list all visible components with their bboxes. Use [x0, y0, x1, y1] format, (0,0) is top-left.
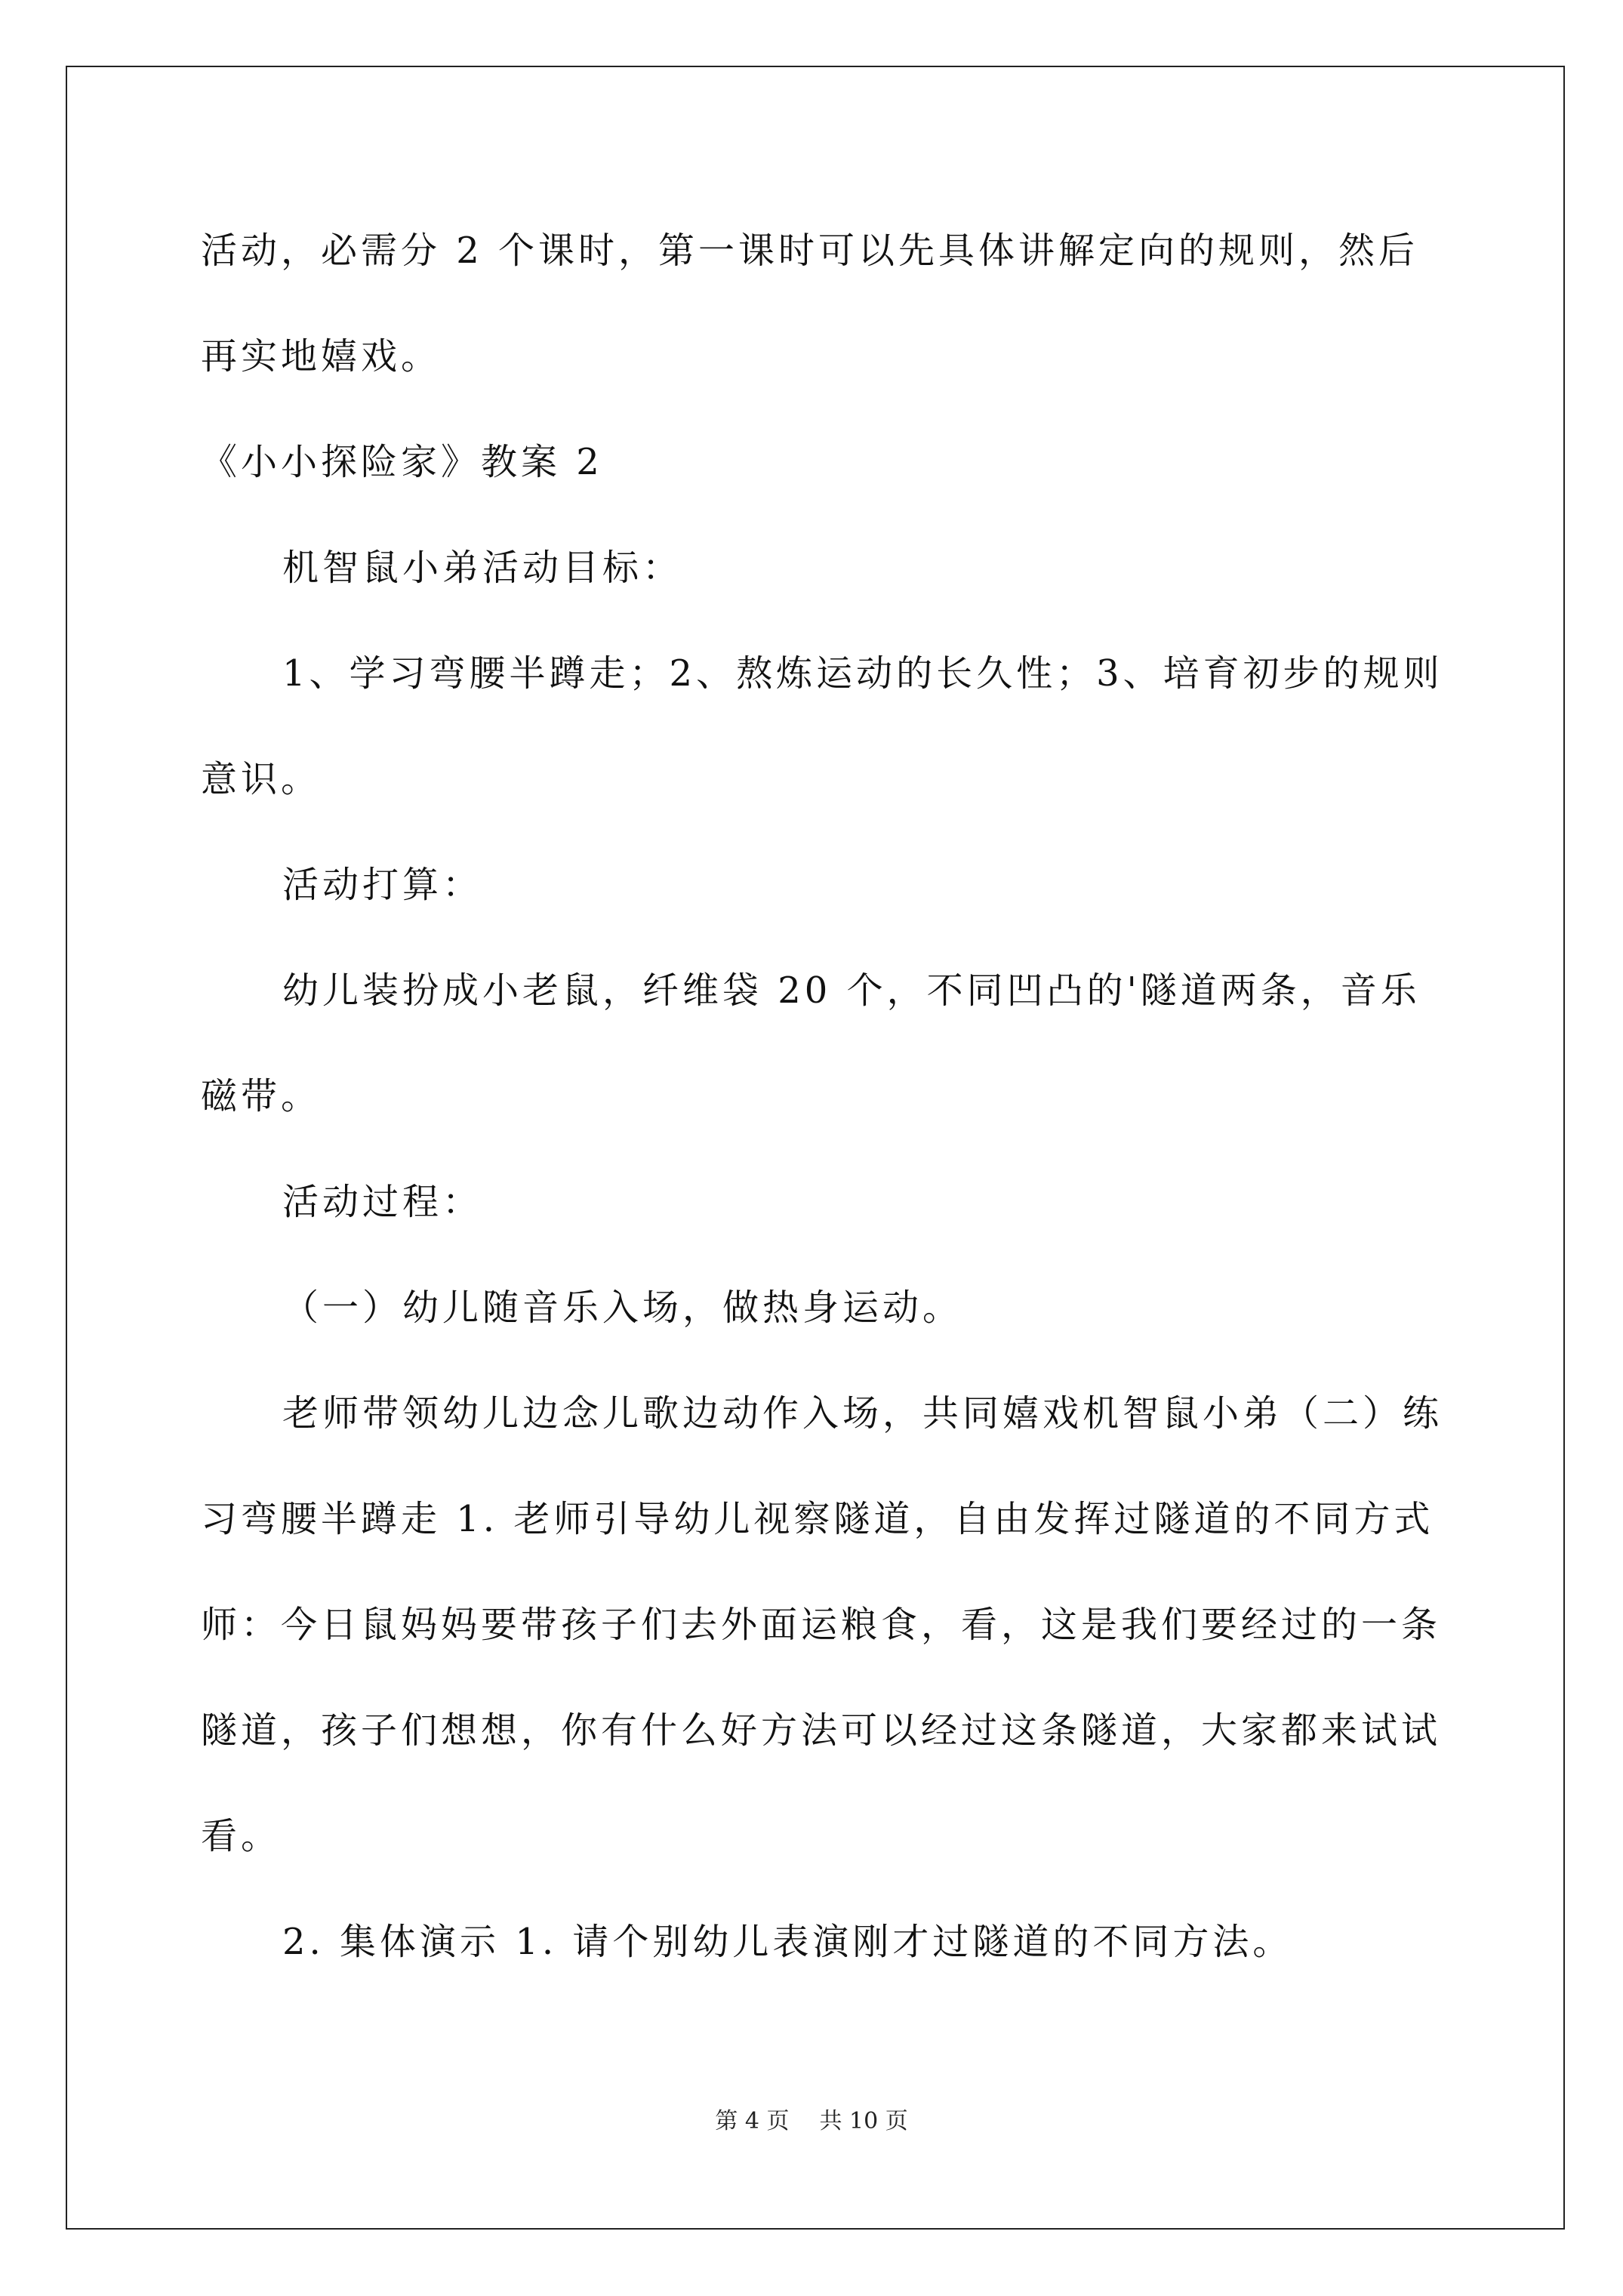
paragraph-demonstration: 2. 集体演示 1. 请个别幼儿表演刚才过隧道的不同方法。	[282, 1921, 1293, 1963]
page-footer	[0, 2106, 1623, 2137]
page-total: 共 10 页	[819, 2108, 908, 2134]
paragraph-heading-preparation: 活动打算：	[282, 864, 483, 906]
paragraph-step-two: 老师带领幼儿边念儿歌边动作入场，共同嬉戏机智鼠小弟（二）练习弯腰半蹲走 1. 老师引导幼儿视察隧道，自由发挥过隧道的不同方式师：今日鼠妈妈要带孩子们去外面运粮食，看，这是我们要经过的一条隧道，孩子们想想，你有什么好方法可以经过这条隧道，大家都来试试看。	[201, 1392, 1443, 1857]
lesson-title: 《小小探险家》教案 2	[201, 441, 603, 483]
page-number: 第 4 页	[715, 2108, 790, 2134]
paragraph-preparation: 幼儿装扮成小老鼠，纤维袋 20 个，不同凹凸的'隧道两条，音乐磁带。	[201, 969, 1421, 1117]
paragraph-continuation: 活动，必需分 2 个课时，第一课时可以先具体讲解定向的规则，然后再实地嬉戏。	[201, 230, 1419, 378]
paragraph-step-one: （一）幼儿随音乐入场，做热身运动。	[282, 1287, 963, 1329]
paragraph-goals: 1、学习弯腰半蹲走；2、熬炼运动的长久性；3、培育初步的规则意识。	[201, 652, 1443, 800]
paragraph-heading-process: 活动过程：	[282, 1181, 483, 1223]
paragraph-heading-goals: 机智鼠小弟活动目标：	[282, 547, 683, 589]
